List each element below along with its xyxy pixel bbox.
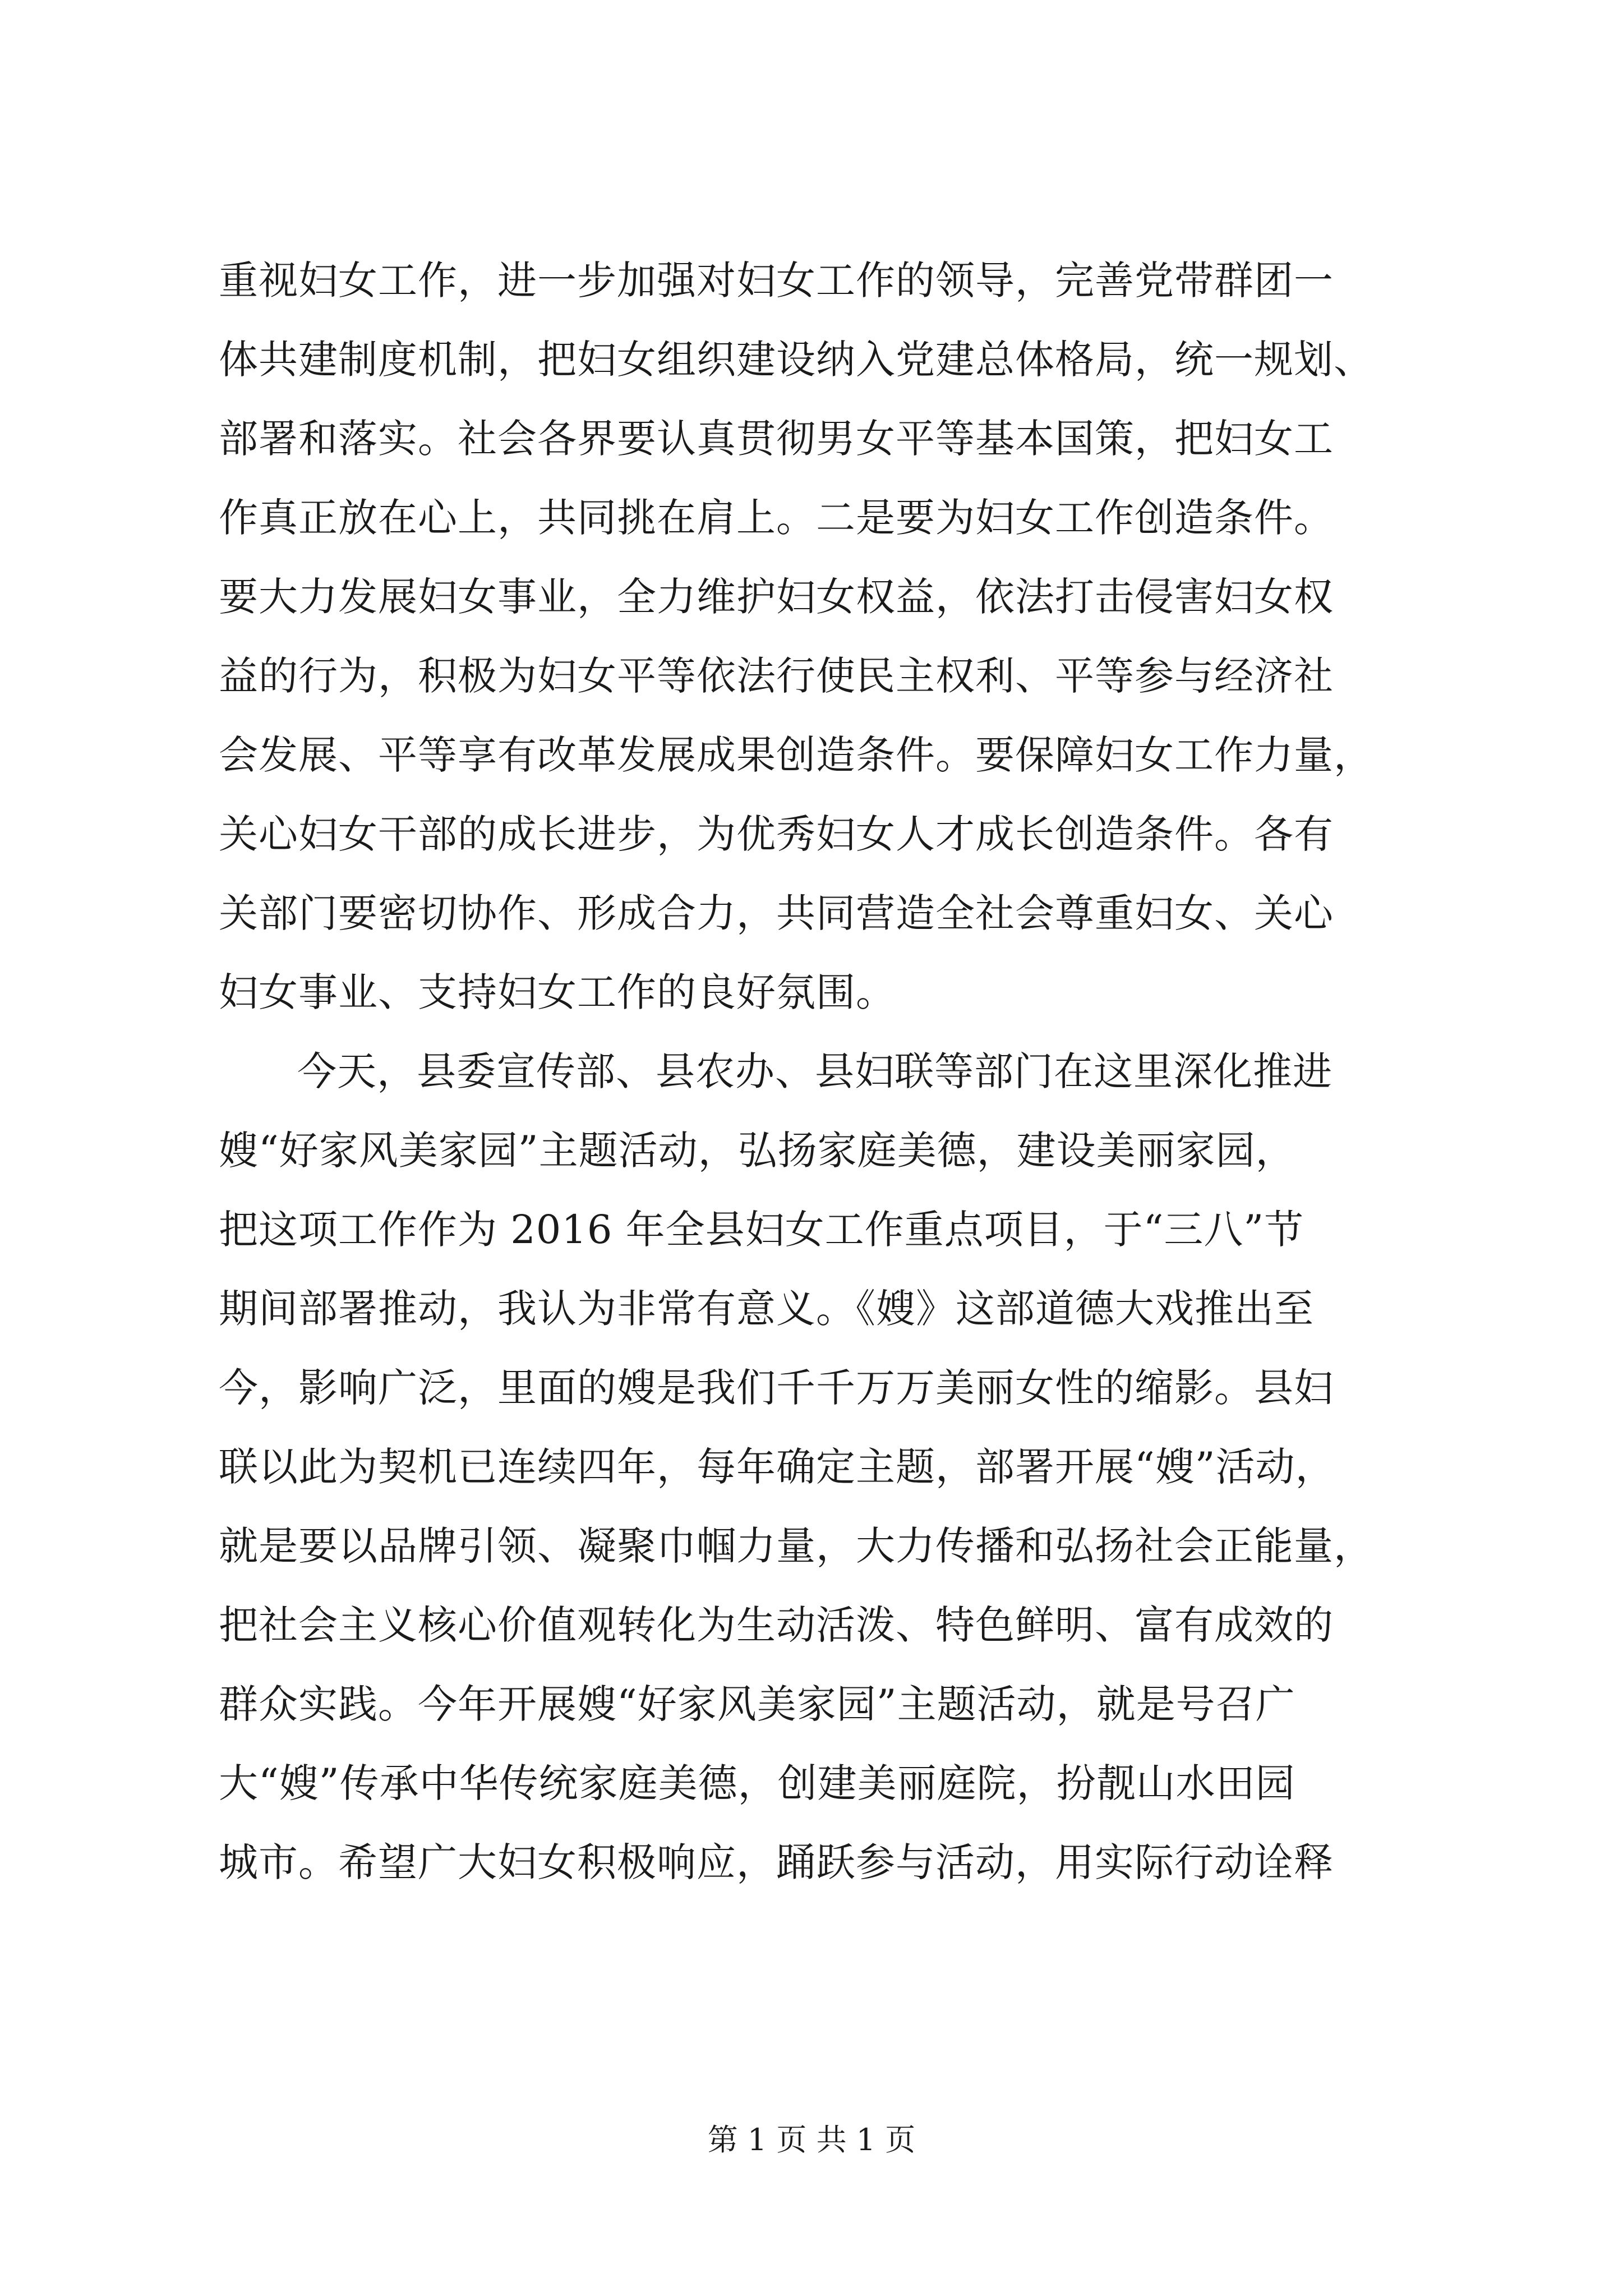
text-line: 要大力发展妇女事业，全力维护妇女权益，依法打击侵害妇女权 (219, 574, 1334, 620)
text-line: 就是要以品牌引领、凝聚巾帼力量，大力传播和弘扬社会正能量， (219, 1523, 1373, 1569)
text-line: 作真正放在心上，共同挑在肩上。二是要为妇女工作创造条件。 (219, 495, 1334, 541)
text-line: 会发展、平等享有改革发展成果创造条件。要保障妇女工作力量， (219, 732, 1373, 778)
text-line: 今，影响广泛，里面的嫂是我们千千万万美丽女性的缩影。县妇 (219, 1365, 1334, 1411)
text-line: 联以此为契机已连续四年，每年确定主题，部署开展“嫂”活动， (219, 1444, 1335, 1490)
text-line: 关部门要密切协作、形成合力，共同营造全社会尊重妇女、关心 (219, 890, 1334, 936)
text-line: 嫂“好家风美家园”主题活动，弘扬家庭美德，建设美丽家园， (219, 1128, 1295, 1174)
paragraph-first-line: 今天，县委宣传部、县农办、县妇联等部门在这里深化推进 (297, 1048, 1332, 1094)
text-line: 期间部署推动，我认为非常有意义。《嫂》这部道德大戏推出至 (219, 1286, 1314, 1332)
text-line: 大“嫂”传承中华传统家庭美德，创建美丽庭院，扮靓山水田园 (219, 1760, 1295, 1806)
text-line: 体共建制度机制，把妇女组织建设纳入党建总体格局，统一规划、 (219, 337, 1373, 383)
text-line: 部署和落实。社会各界要认真贯彻男女平等基本国策，把妇女工 (219, 416, 1334, 462)
text-line: 益的行为，积极为妇女平等依法行使民主权利、平等参与经济社 (219, 653, 1334, 699)
text-line: 重视妇女工作，进一步加强对妇女工作的领导，完善党带群团一 (219, 257, 1334, 303)
text-line: 城市。希望广大妇女积极响应，踊跃参与活动，用实际行动诠释 (219, 1839, 1334, 1885)
text-line: 关心妇女干部的成长进步，为优秀妇女人才成长创造条件。各有 (219, 811, 1334, 857)
text-line: 把社会主义核心价值观转化为生动活泼、特色鲜明、富有成效的 (219, 1602, 1334, 1648)
text-line: 把这项工作作为 2016 年全县妇女工作重点项目，于“三八”节 (219, 1207, 1304, 1253)
text-line: 妇女事业、支持妇女工作的良好氛围。 (219, 969, 896, 1015)
page-footer: 第 1 页 共 1 页 (707, 2122, 916, 2157)
text-line: 群众实践。今年开展嫂“好家风美家园”主题活动，就是号召广 (219, 1681, 1295, 1727)
